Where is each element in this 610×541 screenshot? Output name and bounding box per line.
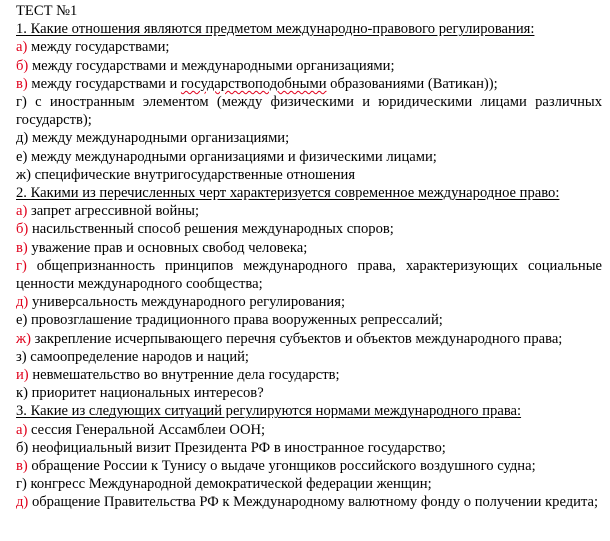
option-letter: к) bbox=[16, 385, 28, 402]
answer-option bbox=[16, 348, 602, 366]
option-letter: и) bbox=[16, 367, 29, 384]
test-title: ТЕСТ №1 bbox=[16, 3, 78, 19]
option-letter: б) bbox=[16, 439, 29, 456]
answer-option bbox=[16, 75, 602, 93]
option-letter: ж) bbox=[16, 166, 31, 183]
option-text: конгресс Международной демократической федерации женщин; bbox=[26, 476, 432, 493]
option-text: специфические внутригосударственные отношения bbox=[30, 166, 356, 183]
option-text: между государствами; bbox=[27, 39, 170, 56]
option-text: обращение России к Тунису о выдаче угонщиков российского воздушного судна; bbox=[27, 458, 536, 475]
option-text: универсальность международного регулирования; bbox=[28, 294, 346, 311]
answer-option bbox=[16, 38, 602, 56]
question-heading: 3. Какие из следующих ситуаций регулируются нормами международного права: bbox=[16, 403, 522, 420]
option-text: насильственный способ решения международных споров; bbox=[28, 221, 394, 238]
option-text: сессия Генеральной Ассамблеи ООН; bbox=[27, 421, 266, 438]
option-letter: а) bbox=[16, 39, 28, 56]
option-text: провозглашение традиционного права вооруженных репрессалий; bbox=[27, 312, 443, 329]
option-text: самоопределение народов и наций; bbox=[26, 348, 249, 365]
spellcheck-word: государствоподобными bbox=[180, 75, 327, 92]
answer-option bbox=[16, 166, 602, 184]
option-letter: а) bbox=[16, 421, 28, 438]
option-letter: ж) bbox=[16, 330, 31, 347]
option-text: неофициальный визит Президента РФ в иностранное государство; bbox=[28, 439, 446, 456]
option-letter: б) bbox=[16, 57, 29, 74]
answer-option bbox=[16, 457, 602, 475]
answer-option bbox=[16, 257, 602, 293]
answer-option bbox=[16, 57, 602, 75]
option-text: запрет агрессивной войны; bbox=[27, 203, 200, 220]
question-heading: 2. Какими из перечисленных черт характеризуется современное международное право: bbox=[16, 185, 560, 202]
option-text: обращение Правительства РФ к Международному валютному фонду о получении кредита; bbox=[28, 494, 599, 511]
answer-option bbox=[16, 384, 602, 402]
answer-option bbox=[16, 330, 602, 348]
option-letter: б) bbox=[16, 221, 29, 238]
option-letter: е) bbox=[16, 312, 28, 329]
option-text: между государствами и bbox=[27, 75, 181, 92]
option-text: невмешательство во внутренние дела государств; bbox=[28, 367, 340, 384]
answer-option bbox=[16, 129, 602, 147]
option-letter: г) bbox=[16, 476, 27, 493]
option-text: с иностранным элементом (между физическими и юридическими лицами различных государств); bbox=[16, 94, 602, 129]
option-text: общепризнанность принципов международного права, характеризующих социальные ценности международного сообщества; bbox=[16, 257, 602, 293]
answer-option bbox=[16, 293, 602, 311]
option-letter: д) bbox=[16, 294, 29, 311]
option-letter: з) bbox=[16, 348, 27, 365]
question-heading: 1. Какие отношения являются предметом международно-правового регулирования: bbox=[16, 21, 535, 38]
option-text: образованиями (Ватикан)); bbox=[326, 75, 498, 92]
option-text: приоритет национальных интересов? bbox=[27, 385, 264, 402]
option-text: закрепление исчерпывающего перечня субъектов и объектов международного права; bbox=[30, 330, 563, 347]
answer-option bbox=[16, 202, 602, 220]
option-text: между международными организациями и физическими лицами; bbox=[27, 148, 437, 165]
option-letter: в) bbox=[16, 458, 28, 475]
option-text: уважение прав и основных свобод человека; bbox=[27, 239, 308, 256]
option-letter: д) bbox=[16, 130, 29, 147]
option-text: между государствами и международными организациями; bbox=[28, 57, 395, 74]
option-letter: в) bbox=[16, 239, 28, 256]
answer-option bbox=[16, 439, 602, 457]
option-letter: е) bbox=[16, 148, 28, 165]
answer-option bbox=[16, 311, 602, 329]
answer-option bbox=[16, 366, 602, 384]
option-letter: д) bbox=[16, 494, 29, 511]
option-letter: в) bbox=[16, 75, 28, 92]
answer-option bbox=[16, 239, 602, 257]
option-text: между международными организациями; bbox=[28, 130, 290, 147]
answer-option bbox=[16, 475, 602, 493]
option-letter: г) bbox=[16, 257, 27, 274]
answer-option bbox=[16, 421, 602, 439]
answer-option bbox=[16, 148, 602, 166]
answer-option bbox=[16, 93, 602, 129]
option-letter: г) bbox=[16, 94, 27, 111]
answer-option bbox=[16, 220, 602, 238]
answer-option bbox=[16, 493, 602, 511]
option-letter: а) bbox=[16, 203, 28, 220]
